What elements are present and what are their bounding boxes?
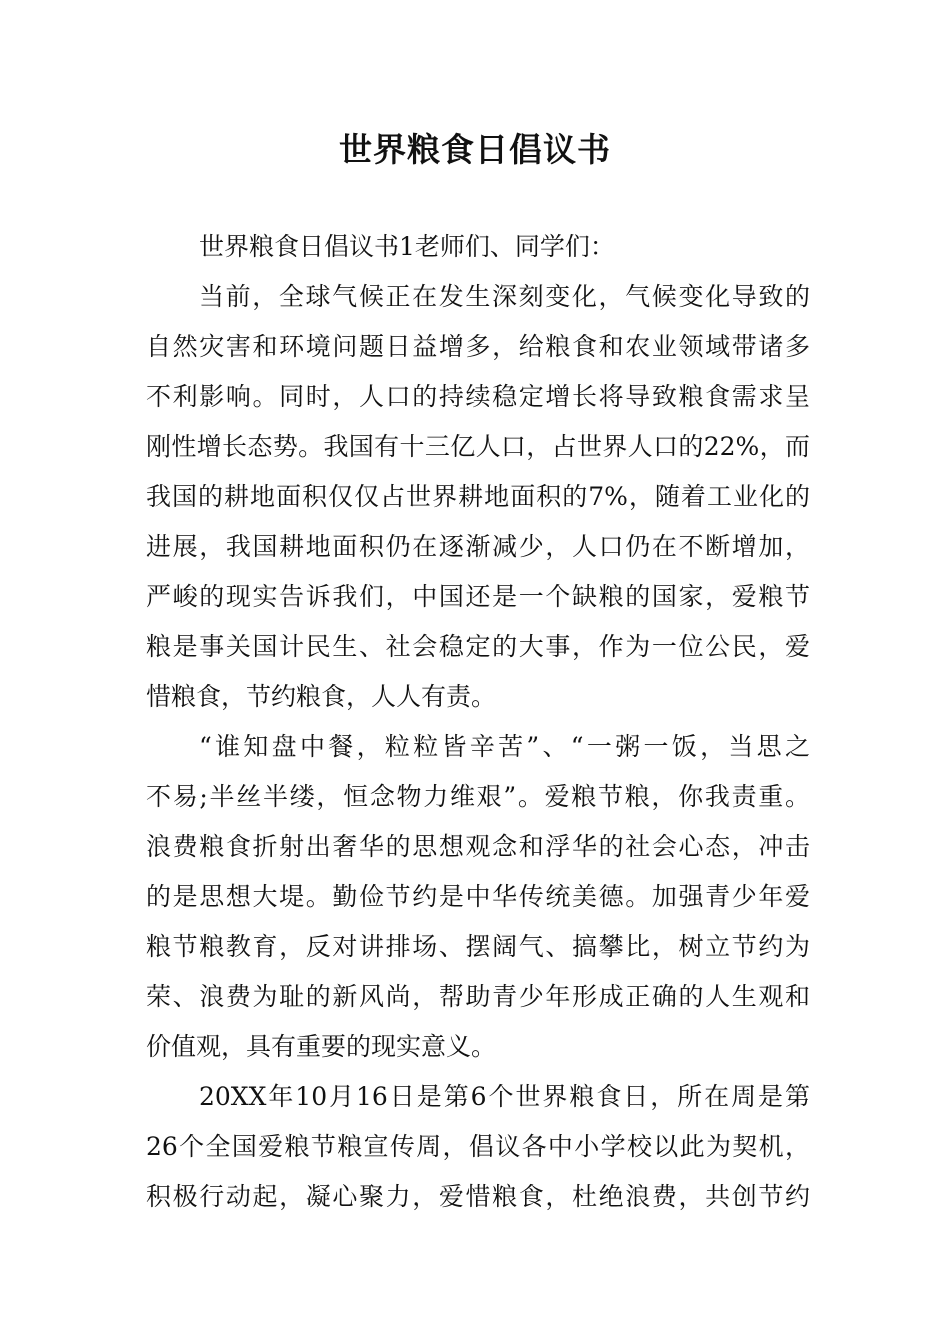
text-line: 我国的耕地面积仅仅占世界耕地面积的7%，随着工业化的 xyxy=(146,482,810,511)
document-body xyxy=(146,222,810,1222)
text-line: “谁知盘中餐，粒粒皆辛苦”、“一粥一饭，当思之 xyxy=(199,732,810,761)
text-line: 不利影响。同时，人口的持续稳定增长将导致粮食需求呈 xyxy=(146,382,810,411)
text-line: 刚性增长态势。我国有十三亿人口，占世界人口的22%，而 xyxy=(146,432,810,461)
text-line: 26个全国爱粮节粮宣传周，倡议各中小学校以此为契机， xyxy=(146,1132,810,1161)
text-line: 惜粮食，节约粮食，人人有责。 xyxy=(146,682,497,711)
text-line: 严峻的现实告诉我们，中国还是一个缺粮的国家，爱粮节 xyxy=(146,582,810,611)
text-line: 荣、浪费为耻的新风尚，帮助青少年形成正确的人生观和 xyxy=(146,982,810,1011)
document-title: 世界粮食日倡议书 xyxy=(339,130,611,169)
text-line: 积极行动起，凝心聚力，爱惜粮食，杜绝浪费，共创节约 xyxy=(146,1182,810,1211)
text-line: 的是思想大堤。勤俭节约是中华传统美德。加强青少年爱 xyxy=(146,882,810,911)
text-line: 自然灾害和环境问题日益增多，给粮食和农业领域带诸多 xyxy=(146,332,810,361)
text-line: 世界粮食日倡议书1老师们、同学们： xyxy=(199,232,615,261)
text-line: 20XX年10月16日是第6个世界粮食日，所在周是第 xyxy=(199,1082,810,1111)
text-line: 粮是事关国计民生、社会稳定的大事，作为一位公民，爱 xyxy=(146,632,810,661)
text-line: 不易;半丝半缕，恒念物力维艰”。爱粮节粮，你我责重。 xyxy=(146,782,810,811)
text-line: 浪费粮食折射出奢华的思想观念和浮华的社会心态，冲击 xyxy=(146,832,810,861)
text-line: 粮节粮教育，反对讲排场、摆阔气、搞攀比，树立节约为 xyxy=(146,932,810,961)
text-line: 当前，全球气候正在发生深刻变化，气候变化导致的 xyxy=(199,282,810,311)
text-line: 进展，我国耕地面积仍在逐渐减少，人口仍在不断增加， xyxy=(146,532,810,561)
text-line: 价值观，具有重要的现实意义。 xyxy=(146,1032,497,1061)
